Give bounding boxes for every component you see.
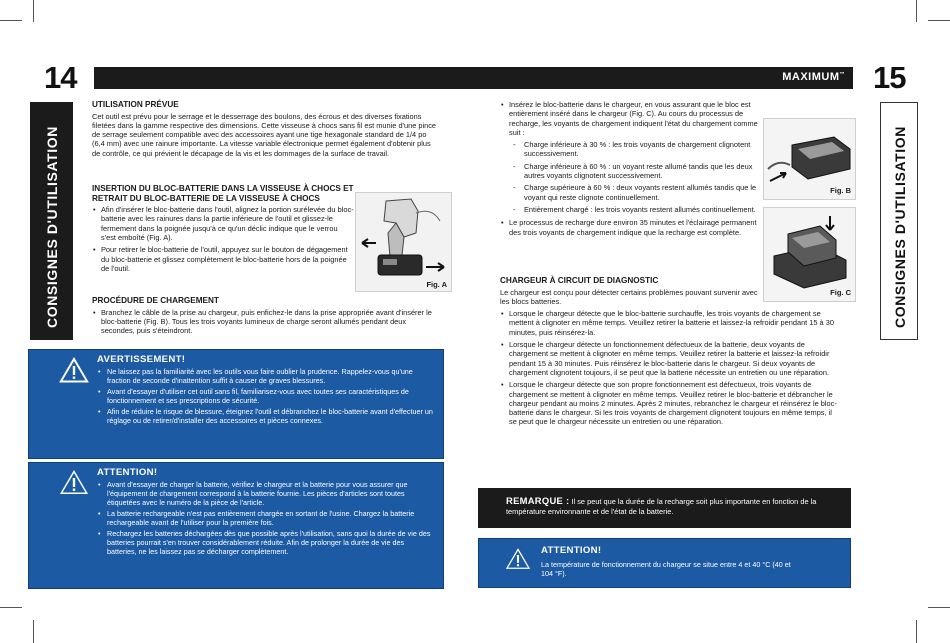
- attention-icon-cell: [479, 539, 537, 587]
- crop-mark: [928, 20, 950, 21]
- list-item: • Avant d'essayer de charger la batterie, vérifiez le chargeur et la batterie pour vous assurer que l'équipement de chargement correspond à la batterie fournie. Les pièces d'articles sont toutes étiquetées avec le numéro de la pièce de l'article.: [97, 480, 433, 507]
- crop-mark: [0, 20, 22, 21]
- section-title: INSERTION DU BLOC-BATTERIE DANS LA VISSEUSE À CHOCS ET RETRAIT DU BLOC-BATTERIE DE LA VISSEUSE À CHOCS: [92, 184, 354, 203]
- list-item: • Rechargez les batteries déchargées dès que possible après l'utilisation, sans quoi la durée de vie des batteries pourrait s'en trouver considérablement réduite. Afin de prolonger la durée de vie des batteries, ne les laissez pas se décharger complètement.: [97, 529, 433, 556]
- intended-use-section: [92, 100, 437, 161]
- remark-label: REMARQUE :: [506, 495, 570, 506]
- attention-list: [97, 480, 433, 558]
- warning-title: AVERTISSEMENT!: [97, 354, 186, 365]
- list-item: • La batterie rechargeable n'est pas entièrement chargée en sortant de l'usine. Chargez la batterie rechargeable avant de l'utiliser pour la première fois.: [97, 509, 433, 527]
- list-item: • Le processus de recharge dure environ 35 minutes et l'éclairage permanent des trois voyants de chargement indique que la recharge est complète.: [500, 218, 758, 237]
- section-body: Cet outil est prévu pour le serrage et le desserrage des boulons, des écrous et des diverses fixations filetées dans la gamme respective des dimensions. Cette visseuse à chocs sans fil est munie d'une pince de serrage seulement compatible avec des accessoires ayant une tige hexagonale standard de 1/4 po (6,4 mm) avec une rainure importante. La vitesse variable électronique permet également d'obtenir plus de contrôle, ce qui prévient le décapage de la vis et les dommages de la surface de travail.: [92, 111, 437, 158]
- warning-list: [97, 367, 433, 427]
- list-item: - Charge inférieure à 30 % : les trois voyants de chargement clignotent successivement.: [510, 140, 758, 159]
- charge-state-list: [510, 140, 758, 214]
- crop-mark: [916, 620, 917, 643]
- list-item: • Lorsque le chargeur détecte que son propre fonctionnement est défectueux, trois voyants de chargement se mettent à clignoter en même temps. Veuillez retirer le bloc-batterie et débrancher le chargeur pendant au moins 2 minutes. Après 2 minutes, rebranchez le chargeur et réinsérez le bloc-batterie dans le chargeur. Si les trois voyants de chargement clignotent toujours en même temps, il se peut que le chargeur nécessite un entretien ou une réparation.: [500, 380, 840, 426]
- list-item: • Lorsque le chargeur détecte un fonctionnement défectueux de la batterie, deux voyants de chargement se mettent à clignoter en même temps. Veuillez retirer la batterie et laissez-la refroidir pendant 15 à 30 minutes. Puis réinsérez le bloc-batterie dans le chargeur. Si deux voyants de chargement clignotent toujours, il se peut que la batterie nécessite un entretien ou une réparation.: [500, 340, 840, 377]
- figure-a: [355, 192, 452, 292]
- section-intro: Le chargeur est conçu pour détecter certains problèmes pouvant survenir avec les blocs batteries.: [500, 287, 758, 306]
- side-tab-left: [30, 102, 73, 340]
- list-item: • Afin d'insérer le bloc-batterie dans l'outil, alignez la portion surélevée du bloc-batterie avec les rainures dans la partie inférieure de l'outil et glissez-le fermement dans la poignée jusqu'à ce qu'un déclic indique que le verrou s'est emboîté (Fig. A).: [92, 205, 354, 242]
- diagnostic-charger-section: [500, 276, 840, 430]
- attention-title: ATTENTION!: [97, 467, 158, 478]
- figure-b: [763, 118, 856, 200]
- header-bar: [94, 67, 853, 89]
- list-item: - Entièrement chargé : les trois voyants restent allumés continuellement.: [510, 205, 758, 214]
- side-tab-label: CONSIGNES D'UTILISATION: [892, 126, 908, 328]
- crop-mark: [33, 0, 34, 22]
- warning-icon-cell: [29, 350, 87, 458]
- warning-box: [28, 349, 444, 459]
- list-item: • Branchez le câble de la prise au chargeur, puis enfichez-le dans la prise appropriée avant d'insérer le bloc-batterie (Fig. B). Tous les trois voyants lumineux de charge seront allumés pendant deux secondes, puis s'éteindront.: [92, 308, 437, 336]
- list-item: • Avant d'essayer d'utiliser cet outil sans fil, familiarisez-vous avec toutes ses caractéristiques de fonctionnement et ses prescriptions de sécurité.: [97, 387, 433, 405]
- warning-triangle-icon: [59, 357, 89, 383]
- page-number-left: 14: [44, 60, 77, 95]
- attention-text: La température de fonctionnement du chargeur se situe entre 4 et 40 °C (40 et 104 °F).: [541, 560, 791, 579]
- section-title: PROCÉDURE DE CHARGEMENT: [92, 296, 219, 305]
- crop-mark: [0, 607, 22, 608]
- list-item: • Insérez le bloc-batterie dans le chargeur, en vous assurant que le bloc est entièrement inséré dans le chargeur (Fig. C). Au cours du processus de recharge, les voyants de chargement indiquent l'état du chargement comme suit :: [500, 100, 758, 137]
- page-number-right: 15: [873, 60, 906, 95]
- figure-label: Fig. C: [830, 288, 851, 297]
- side-tab-label: CONSIGNES D'UTILISATION: [44, 126, 60, 328]
- crop-mark: [33, 620, 34, 643]
- attention-title: ATTENTION!: [541, 545, 602, 556]
- list-item: • Lorsque le chargeur détecte que le bloc-batterie surchauffe, les trois voyants de chargement se mettent à clignoter en même temps. Veuillez retirer la batterie et laissez-la refroidir pendant 15 à 30 minutes, puis réinsérez-la.: [500, 309, 840, 337]
- section-title: CHARGEUR À CIRCUIT DE DIAGNOSTIC: [500, 276, 659, 285]
- charging-procedure-section: [92, 296, 437, 338]
- remark-body: Il se peut que la durée de la recharge soit plus importante en fonction de la température environnante et de l'état de la batterie.: [506, 497, 817, 516]
- section-title: UTILISATION PRÉVUE: [92, 100, 179, 109]
- figure-label: Fig. A: [426, 280, 447, 289]
- remark-box: [478, 488, 851, 528]
- figure-label: Fig. B: [830, 186, 851, 195]
- warning-triangle-icon: [505, 547, 531, 570]
- list-item: • Afin de réduire le risque de blessure, éteignez l'outil et débranchez le bloc-batterie avant d'effectuer un réglage ou de retirer/d'installer des accessoires et pièces connexes.: [97, 407, 433, 425]
- brand-logo: MAXIMUM™: [782, 71, 845, 83]
- list-item: • Ne laissez pas la familiarité avec les outils vous faire oublier la prudence. Rappelez-vous qu'une fraction de seconde d'inattention suffit à causer de graves blessures.: [97, 367, 433, 385]
- attention-icon-cell: [29, 463, 87, 588]
- side-tab-right: [880, 102, 918, 340]
- crop-mark: [916, 0, 917, 22]
- impact-driver-illustration: [356, 193, 452, 292]
- warning-triangle-icon: [59, 469, 89, 495]
- list-item: • Pour retirer le bloc-batterie de l'outil, appuyez sur le bouton de dégagement du bloc-batterie et glissez complètement le bloc-batterie hors de la poignée de l'outil.: [92, 245, 354, 273]
- list-item: - Charge inférieure à 60 % : un voyant reste allumé tandis que les deux autres voyants clignotent successivement.: [510, 162, 758, 181]
- crop-mark: [928, 607, 950, 608]
- attention-box: [28, 462, 444, 589]
- list-item: - Charge supérieure à 60 % : deux voyants restent allumés tandis que le voyant qui reste clignote continuellement.: [510, 183, 758, 202]
- remark-text: [506, 496, 841, 517]
- attention-box-right: [478, 538, 851, 588]
- battery-insertion-section: [92, 184, 354, 276]
- insert-battery-section: [500, 100, 758, 240]
